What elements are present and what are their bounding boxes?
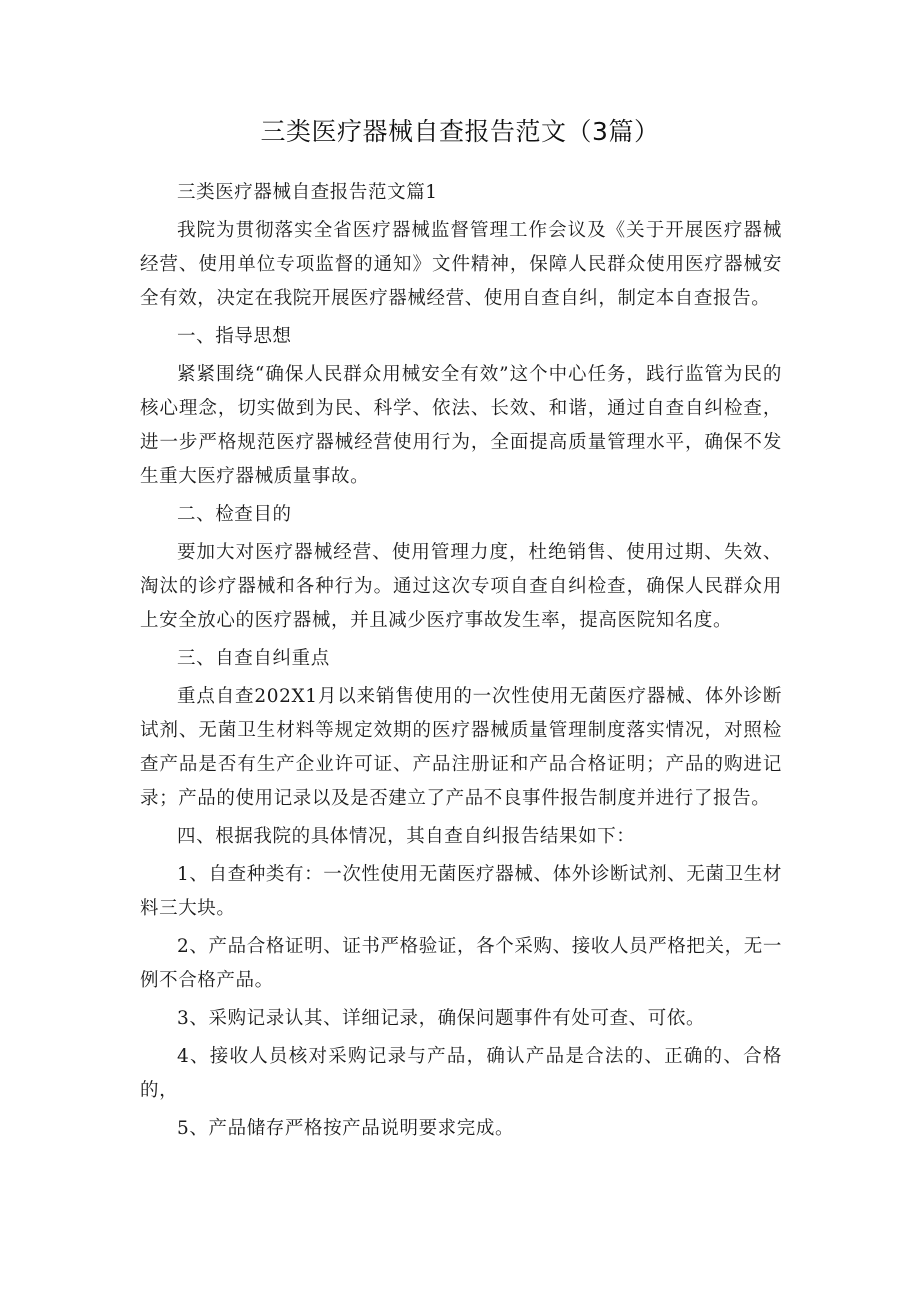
- section-heading: 三、自查自纠重点: [177, 648, 330, 669]
- section-heading: 三类医疗器械自查报告范文篇1: [177, 182, 438, 203]
- paragraph: 要加大对医疗器械经营、使用管理力度，杜绝销售、使用过期、失效、淘汰的诊疗器械和各种行为。通过这次专项自查自纠检查，确保人民群众用上安全放心的医疗器械，并且减少医疗事故发生率，提高医院知名度。: [140, 542, 782, 631]
- list-item: 5、产品储存严格按产品说明要求完成。: [177, 1118, 515, 1139]
- list-item: 1、自查种类有：一次性使用无菌医疗器械、体外诊断试剂、无菌卫生材料三大块。: [140, 864, 782, 919]
- paragraph: 紧紧围绕“确保人民群众用械安全有效”这个中心任务，践行监管为民的核心理念，切实做到为民、科学、依法、长效、和谐，通过自查自纠检查，进一步严格规范医疗器械经营使用行为，全面提高质量管理水平，确保不发生重大医疗器械质量事故。: [140, 364, 782, 487]
- section-heading: 一、指导思想: [177, 326, 292, 347]
- section-heading: 四、根据我院的具体情况，其自查自纠报告结果如下：: [177, 826, 636, 847]
- list-item: 4、接收人员核对采购记录与产品，确认产品是合法的、正确的、合格的，: [140, 1046, 782, 1101]
- document-body: [140, 176, 782, 1146]
- document-title: 三类医疗器械自查报告范文（3篇）: [260, 117, 660, 146]
- paragraph: 我院为贯彻落实全省医疗器械监督管理工作会议及《关于开展医疗器械经营、使用单位专项监督的通知》文件精神，保障人民群众使用医疗器械安全有效，决定在我院开展医疗器械经营、使用自查自纠，制定本自查报告。: [140, 220, 782, 309]
- list-item: 2、产品合格证明、证书严格验证，各个采购、接收人员严格把关，无一例不合格产品。: [140, 936, 782, 991]
- paragraph: 重点自查202X1月以来销售使用的一次性使用无菌医疗器械、体外诊断试剂、无菌卫生材料等规定效期的医疗器械质量管理制度落实情况，对照检查产品是否有生产企业许可证、产品注册证和产品合格证明；产品的购进记录；产品的使用记录以及是否建立了产品不良事件报告制度并进行了报告。: [140, 686, 782, 809]
- list-item: 3、采购记录认其、详细记录，确保问题事件有处可查、可依。: [177, 1008, 706, 1029]
- section-heading: 二、检查目的: [177, 504, 292, 525]
